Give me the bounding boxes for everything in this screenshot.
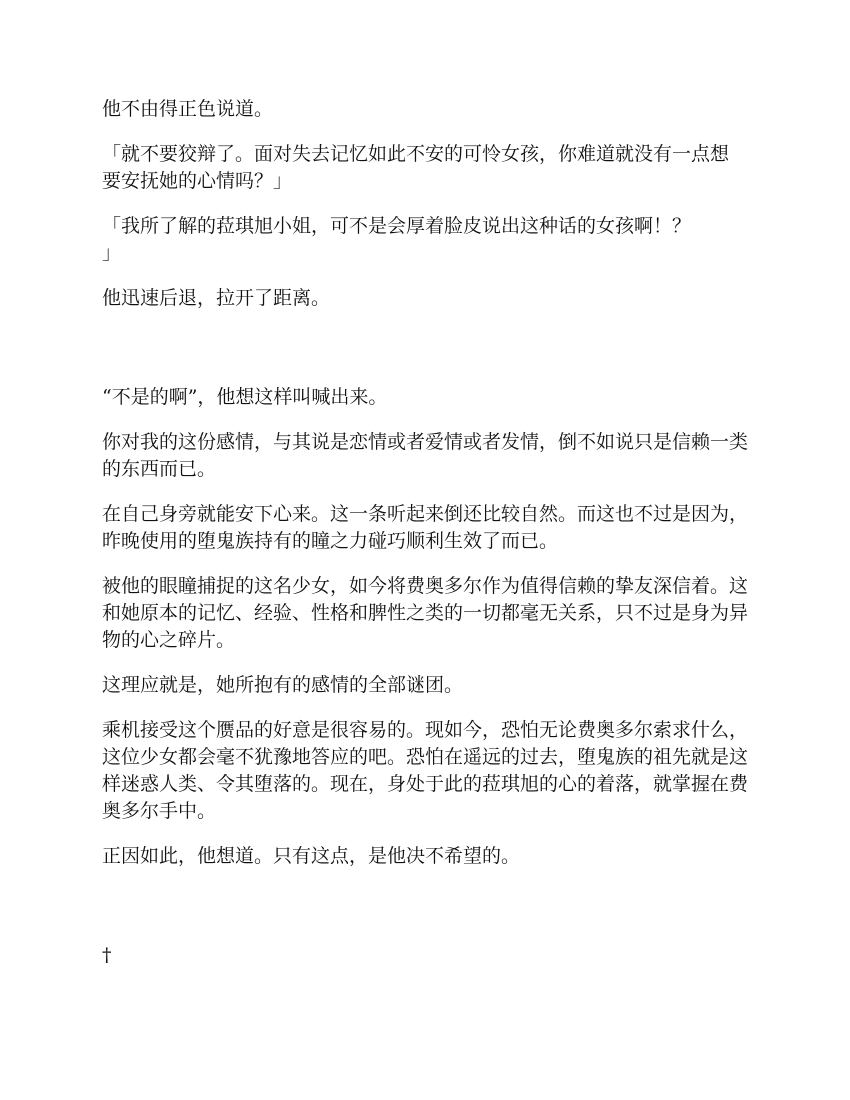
paragraph: 你对我的这份感情，与其说是恋情或者爱情或者发情，倒不如说只是信赖一类的东西而已。 xyxy=(102,431,749,480)
paragraph: 「就不要狡辩了。面对失去记忆如此不安的可怜女孩，你难道就没有一点想要安抚她的心情吗？」 xyxy=(102,143,730,192)
paragraph: 他不由得正色说道。 xyxy=(102,98,274,120)
paragraph: 乘机接受这个赝品的好意是很容易的。现如今，恐怕无论费奥多尔索求什么，这位少女都会毫不犹豫地答应的吧。恐怕在遥远的过去，堕鬼族的祖先就是这样迷惑人类、令其堕落的。现在，身处于此的菈琪旭的心的着落，就掌握在费奥多尔手中。 xyxy=(102,719,749,822)
paragraph: 这理应就是，她所抱有的感情的全部谜团。 xyxy=(102,674,464,696)
paragraph: 「我所了解的菈琪旭小姐，可不是会厚着脸皮说出这种话的女孩啊！？」 xyxy=(102,215,692,264)
paragraph: 在自己身旁就能安下心来。这一条听起来倒还比较自然。而这也不过是因为，昨晚使用的堕鬼族持有的瞳之力碰巧顺利生效了而已。 xyxy=(102,503,749,552)
section-spacer xyxy=(102,888,748,942)
paragraph: 被他的眼瞳捕捉的这名少女，如今将费奥多尔作为值得信赖的挚友深信着。这和她原本的记忆、经验、性格和脾性之类的一切都毫无关系，只不过是身为异物的心之碎片。 xyxy=(102,575,749,651)
section-dagger-mark: † xyxy=(102,944,112,966)
paragraph: 他迅速后退，拉开了距离。 xyxy=(102,287,331,309)
document-page xyxy=(102,96,748,987)
paragraph: “不是的啊”，他想这样叫喊出来。 xyxy=(102,386,388,408)
section-spacer xyxy=(102,330,748,384)
paragraph: 正因如此，他想道。只有这点，是他决不希望的。 xyxy=(102,845,521,867)
